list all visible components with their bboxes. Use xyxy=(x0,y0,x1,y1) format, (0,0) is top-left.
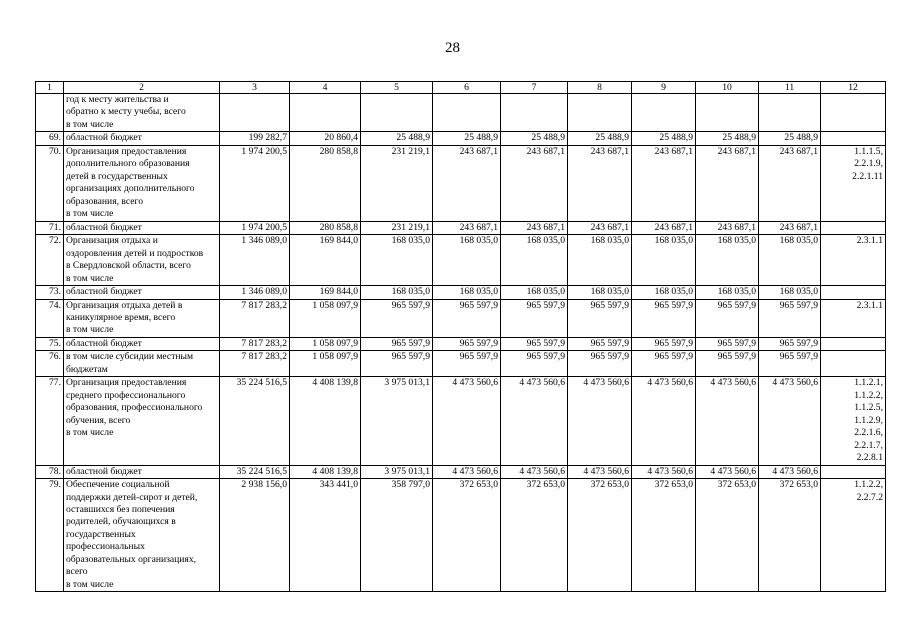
row-name: год к месту жительства и обратно к месту учебы, всего в том числе xyxy=(64,94,220,132)
value-cell xyxy=(632,94,696,132)
row-number: 79. xyxy=(36,479,64,592)
table-row xyxy=(36,221,886,234)
header-cell: 2 xyxy=(64,82,220,94)
value-cell: 4 473 560,6 xyxy=(632,377,696,465)
value-cell: 25 488,9 xyxy=(632,132,696,145)
value-cell: 965 597,9 xyxy=(696,299,759,337)
value-cell: 25 488,9 xyxy=(759,132,821,145)
value-cell: 4 473 560,6 xyxy=(759,465,821,478)
value-cell: 168 035,0 xyxy=(759,235,821,286)
value-cell: 965 597,9 xyxy=(361,299,433,337)
value-cell: 965 597,9 xyxy=(696,351,759,377)
value-cell: 168 035,0 xyxy=(361,235,433,286)
value-cell: 168 035,0 xyxy=(568,286,632,299)
row-name: Организация предоставления среднего профессионального образования, профессионального обучения, всего в том числе xyxy=(64,377,220,465)
header-cell: 6 xyxy=(433,82,501,94)
row-number: 77. xyxy=(36,377,64,465)
value-cell: 243 687,1 xyxy=(759,221,821,234)
value-cell: 3 975 013,1 xyxy=(361,465,433,478)
value-cell: 243 687,1 xyxy=(632,221,696,234)
reference-cell: 2.3.1.1 xyxy=(821,235,886,286)
header-cell: 9 xyxy=(632,82,696,94)
value-cell: 1 346 089,0 xyxy=(220,286,290,299)
value-cell: 168 035,0 xyxy=(759,286,821,299)
row-name: Организация отдыха и оздоровления детей и подростков в Свердловской области, всего в том числе xyxy=(64,235,220,286)
value-cell: 280 858,8 xyxy=(290,221,361,234)
value-cell xyxy=(568,94,632,132)
value-cell: 25 488,9 xyxy=(696,132,759,145)
reference-cell xyxy=(821,351,886,377)
value-cell: 168 035,0 xyxy=(696,235,759,286)
value-cell xyxy=(501,94,568,132)
value-cell: 231 219,1 xyxy=(361,145,433,221)
row-number: 74. xyxy=(36,299,64,337)
value-cell: 4 473 560,6 xyxy=(568,465,632,478)
value-cell: 243 687,1 xyxy=(696,145,759,221)
row-number: 76. xyxy=(36,351,64,377)
row-number: 73. xyxy=(36,286,64,299)
value-cell: 343 441,0 xyxy=(290,479,361,592)
row-number: 75. xyxy=(36,337,64,350)
value-cell: 372 653,0 xyxy=(568,479,632,592)
value-cell xyxy=(290,94,361,132)
value-cell: 4 473 560,6 xyxy=(568,377,632,465)
value-cell: 965 597,9 xyxy=(433,337,501,350)
value-cell: 965 597,9 xyxy=(759,351,821,377)
value-cell: 1 058 097,9 xyxy=(290,351,361,377)
value-cell: 1 974 200,5 xyxy=(220,145,290,221)
reference-cell: 1.1.1.5, 2.2.1.9, 2.2.1.11 xyxy=(821,145,886,221)
value-cell: 965 597,9 xyxy=(433,299,501,337)
value-cell xyxy=(220,94,290,132)
value-cell: 168 035,0 xyxy=(501,235,568,286)
value-cell: 965 597,9 xyxy=(759,337,821,350)
table-row xyxy=(36,465,886,478)
value-cell: 168 035,0 xyxy=(632,286,696,299)
value-cell: 965 597,9 xyxy=(759,299,821,337)
reference-cell: 1.1.2.1, 1.1.2.2, 1.1.2.5, 1.1.2.9, 2.2.1.6, 2.2.1.7, 2.2.8.1 xyxy=(821,377,886,465)
reference-cell xyxy=(821,286,886,299)
value-cell: 243 687,1 xyxy=(568,221,632,234)
table-row xyxy=(36,132,886,145)
header-row xyxy=(36,82,886,94)
value-cell: 372 653,0 xyxy=(433,479,501,592)
value-cell: 965 597,9 xyxy=(433,351,501,377)
table-row xyxy=(36,145,886,221)
value-cell xyxy=(759,94,821,132)
header-cell: 1 xyxy=(36,82,64,94)
value-cell: 4 473 560,6 xyxy=(433,465,501,478)
value-cell: 168 035,0 xyxy=(568,235,632,286)
value-cell: 4 408 139,8 xyxy=(290,377,361,465)
value-cell: 7 817 283,2 xyxy=(220,351,290,377)
value-cell: 358 797,0 xyxy=(361,479,433,592)
value-cell: 965 597,9 xyxy=(696,337,759,350)
value-cell: 965 597,9 xyxy=(501,299,568,337)
value-cell: 965 597,9 xyxy=(632,299,696,337)
value-cell: 35 224 516,5 xyxy=(220,377,290,465)
header-cell: 10 xyxy=(696,82,759,94)
budget-table xyxy=(35,81,886,592)
value-cell: 168 035,0 xyxy=(632,235,696,286)
row-number xyxy=(36,94,64,132)
value-cell: 965 597,9 xyxy=(501,351,568,377)
value-cell: 231 219,1 xyxy=(361,221,433,234)
value-cell: 1 974 200,5 xyxy=(220,221,290,234)
header-cell: 4 xyxy=(290,82,361,94)
value-cell: 168 035,0 xyxy=(361,286,433,299)
value-cell: 168 035,0 xyxy=(501,286,568,299)
table-row xyxy=(36,94,886,132)
row-number: 78. xyxy=(36,465,64,478)
table-row xyxy=(36,235,886,286)
value-cell: 25 488,9 xyxy=(501,132,568,145)
row-name: Обеспечение социальной поддержки детей-сирот и детей, оставшихся без попечения родителей, обучающихся в государственных профессиональных образовательных организациях, всего в том числе xyxy=(64,479,220,592)
value-cell: 168 035,0 xyxy=(433,235,501,286)
reference-cell: 1.1.2.2, 2.2.7.2 xyxy=(821,479,886,592)
value-cell: 280 858,8 xyxy=(290,145,361,221)
value-cell: 965 597,9 xyxy=(568,299,632,337)
header-cell: 3 xyxy=(220,82,290,94)
row-name: областной бюджет xyxy=(64,221,220,234)
row-name: областной бюджет xyxy=(64,132,220,145)
value-cell: 965 597,9 xyxy=(632,351,696,377)
table-row xyxy=(36,337,886,350)
value-cell: 20 860,4 xyxy=(290,132,361,145)
value-cell xyxy=(361,94,433,132)
value-cell: 965 597,9 xyxy=(501,337,568,350)
value-cell: 25 488,9 xyxy=(361,132,433,145)
value-cell: 372 653,0 xyxy=(759,479,821,592)
value-cell: 4 473 560,6 xyxy=(759,377,821,465)
row-name: Организация предоставления дополнительного образования детей в государственных организациях дополнительного образования, всего в том числе xyxy=(64,145,220,221)
header-cell: 8 xyxy=(568,82,632,94)
reference-cell: 2.3.1.1 xyxy=(821,299,886,337)
header-cell: 5 xyxy=(361,82,433,94)
value-cell: 4 473 560,6 xyxy=(632,465,696,478)
value-cell: 4 473 560,6 xyxy=(501,465,568,478)
value-cell: 168 035,0 xyxy=(433,286,501,299)
value-cell: 372 653,0 xyxy=(696,479,759,592)
value-cell: 4 473 560,6 xyxy=(696,465,759,478)
row-name: Организация отдыха детей в каникулярное время, всего в том числе xyxy=(64,299,220,337)
value-cell: 4 473 560,6 xyxy=(433,377,501,465)
value-cell: 243 687,1 xyxy=(501,221,568,234)
value-cell: 243 687,1 xyxy=(632,145,696,221)
value-cell: 372 653,0 xyxy=(501,479,568,592)
value-cell: 25 488,9 xyxy=(433,132,501,145)
value-cell: 1 058 097,9 xyxy=(290,337,361,350)
row-name: областной бюджет xyxy=(64,286,220,299)
value-cell: 243 687,1 xyxy=(433,221,501,234)
value-cell: 243 687,1 xyxy=(501,145,568,221)
value-cell: 3 975 013,1 xyxy=(361,377,433,465)
header-cell: 11 xyxy=(759,82,821,94)
value-cell: 7 817 283,2 xyxy=(220,299,290,337)
value-cell xyxy=(696,94,759,132)
value-cell: 35 224 516,5 xyxy=(220,465,290,478)
value-cell: 4 473 560,6 xyxy=(501,377,568,465)
value-cell: 4 473 560,6 xyxy=(696,377,759,465)
value-cell: 199 282,7 xyxy=(220,132,290,145)
row-number: 71. xyxy=(36,221,64,234)
row-name: в том числе субсидии местным бюджетам xyxy=(64,351,220,377)
value-cell: 7 817 283,2 xyxy=(220,337,290,350)
value-cell xyxy=(433,94,501,132)
value-cell: 372 653,0 xyxy=(632,479,696,592)
value-cell: 4 408 139,8 xyxy=(290,465,361,478)
value-cell: 243 687,1 xyxy=(696,221,759,234)
value-cell: 25 488,9 xyxy=(568,132,632,145)
value-cell: 243 687,1 xyxy=(759,145,821,221)
value-cell: 243 687,1 xyxy=(568,145,632,221)
reference-cell xyxy=(821,132,886,145)
value-cell: 965 597,9 xyxy=(361,337,433,350)
value-cell: 2 938 156,0 xyxy=(220,479,290,592)
table-row xyxy=(36,286,886,299)
value-cell: 965 597,9 xyxy=(568,351,632,377)
value-cell: 965 597,9 xyxy=(361,351,433,377)
value-cell: 243 687,1 xyxy=(433,145,501,221)
row-number: 72. xyxy=(36,235,64,286)
table-row xyxy=(36,299,886,337)
value-cell: 965 597,9 xyxy=(568,337,632,350)
value-cell: 169 844,0 xyxy=(290,235,361,286)
value-cell: 1 058 097,9 xyxy=(290,299,361,337)
reference-cell xyxy=(821,465,886,478)
value-cell: 965 597,9 xyxy=(632,337,696,350)
value-cell: 169 844,0 xyxy=(290,286,361,299)
table-row xyxy=(36,479,886,592)
row-name: областной бюджет xyxy=(64,337,220,350)
header-cell: 12 xyxy=(821,82,886,94)
row-number: 69. xyxy=(36,132,64,145)
value-cell: 1 346 089,0 xyxy=(220,235,290,286)
value-cell: 168 035,0 xyxy=(696,286,759,299)
reference-cell xyxy=(821,221,886,234)
row-number: 70. xyxy=(36,145,64,221)
table-row xyxy=(36,351,886,377)
reference-cell xyxy=(821,94,886,132)
row-name: областной бюджет xyxy=(64,465,220,478)
page-number: 28 xyxy=(445,40,460,56)
reference-cell xyxy=(821,337,886,350)
table-row xyxy=(36,377,886,465)
header-cell: 7 xyxy=(501,82,568,94)
